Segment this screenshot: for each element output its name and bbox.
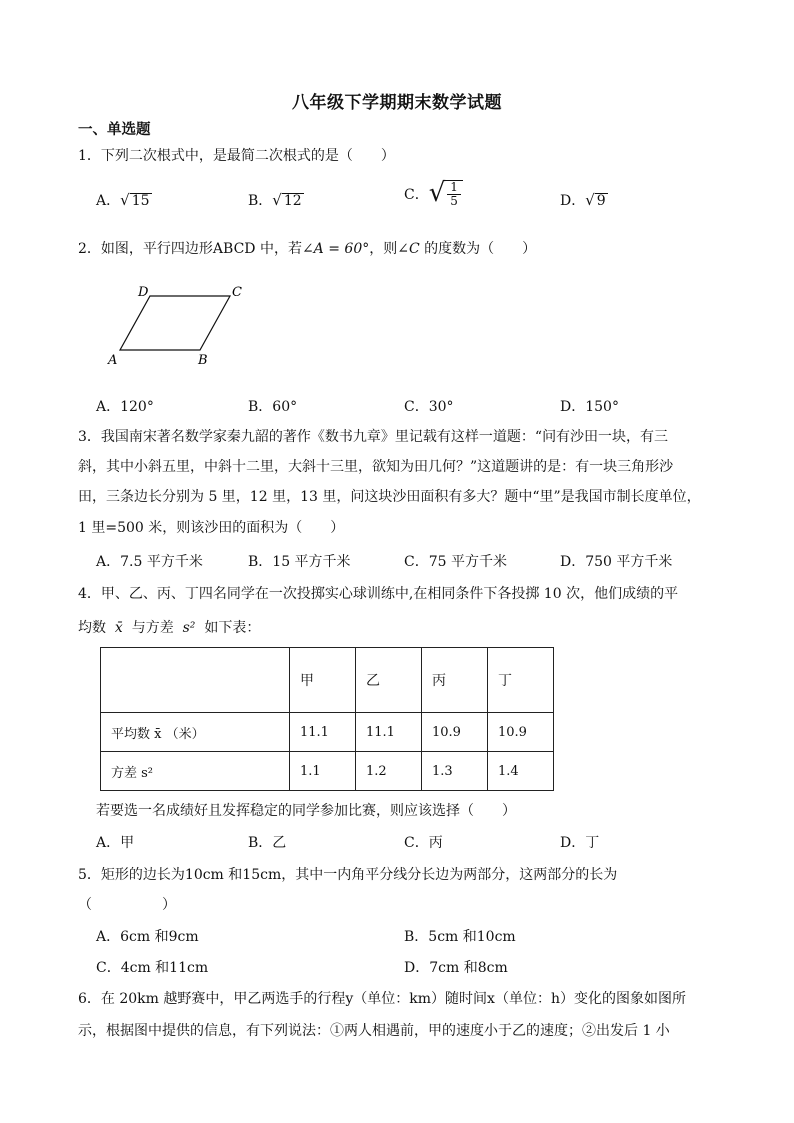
q4-option-d: D．丁 [560, 835, 600, 851]
section-heading: 一、单选题 [78, 121, 151, 138]
table-cell: 1.4 [488, 752, 554, 791]
q3-option-d: D．750 平方千米 [560, 554, 673, 570]
q2-stem: 2．如图，平行四边形ABCD 中，若∠A = 60°，则∠C 的度数为（ ） [78, 241, 537, 257]
q3-option-c: C．75 平方千米 [404, 554, 507, 570]
q3-line-2: 斜，其中小斜五里，中斜十二里，大斜十三里，欲知为田几何？”这道题讲的是：有一块三角形沙 [78, 459, 674, 475]
q3-line-4: 1 里=500 米，则该沙田的面积为（ ） [78, 520, 345, 536]
q6-line-2: 示，根据图中提供的信息，有下列说法：①两人相遇前，甲的速度小于乙的速度；②出发后 1 小 [78, 1023, 670, 1039]
table-cell: 10.9 [488, 713, 554, 752]
table-header-row [101, 648, 554, 713]
table-cell: 方差 s² [101, 752, 290, 791]
table-cell: 10.9 [422, 713, 488, 752]
table-cell: 1.3 [422, 752, 488, 791]
mean-symbol: x̄ [114, 620, 123, 636]
table-header-cell: 丙 [422, 648, 488, 713]
vertex-d-label: D [138, 285, 149, 300]
table-header-cell: 乙 [356, 648, 422, 713]
q1-option-b: B． √ 12 [248, 191, 302, 209]
q5-line-2: （ ） [78, 897, 176, 913]
table-header-cell [101, 648, 290, 713]
q3-line-3: 田，三条边长分别为 5 里，12 里，13 里，问这块沙田面积有多大？题中“里”是我国市制长度单位， [78, 489, 701, 505]
q3-line-1: 3．我国南宋著名数学家秦九韶的著作《数书九章》里记载有这样一道题：“问有沙田一块，有三 [78, 429, 669, 445]
q2-option-c: C．30° [404, 399, 454, 415]
q2-option-a: A．120° [96, 399, 154, 415]
q1-option-a: A． √ 15 [96, 191, 150, 209]
q6-line-1: 6．在 20km 越野赛中，甲乙两选手的行程y（单位：km）随时间x（单位：h）变化的图象如图所 [78, 991, 686, 1007]
table-row [101, 713, 554, 752]
q4-option-c: C．丙 [404, 835, 443, 851]
table-cell: 11.1 [356, 713, 422, 752]
table-cell: 平均数 x̄ （米） [101, 713, 290, 752]
q3-option-a: A．7.5 平方千米 [96, 554, 203, 570]
q4-option-a: A．甲 [96, 835, 135, 851]
q3-option-b: B．15 平方千米 [248, 554, 351, 570]
q5-option-d: D．7cm 和8cm [404, 960, 508, 976]
vertex-b-label: B [198, 353, 208, 368]
q5-line-1: 5．矩形的边长为10cm 和15cm，其中一内角平分线分长边为两部分，这两部分的长为 [78, 867, 618, 883]
q4-question: 若要选一名成绩好且发挥稳定的同学参加比赛，则应该选择（ ） [96, 803, 516, 819]
q2-option-b: B．60° [248, 399, 298, 415]
q4-line-1: 4．甲、乙、丙、丁四名同学在一次投掷实心球训练中,在相同条件下各投掷 10 次，他们成绩的平 [78, 586, 679, 602]
table-cell: 1.2 [356, 752, 422, 791]
q5-option-a: A．6cm 和9cm [96, 929, 199, 945]
table-cell: 1.1 [290, 752, 356, 791]
table-cell: 11.1 [290, 713, 356, 752]
table-row [101, 752, 554, 791]
table-header-cell: 甲 [290, 648, 356, 713]
q1-stem: 1．下列二次根式中，是最简二次根式的是（ ） [78, 148, 395, 164]
q2-option-d: D．150° [560, 399, 619, 415]
vertex-c-label: C [232, 285, 242, 300]
page-title: 八年级下学期期末数学试题 [292, 93, 502, 113]
q4-line-2: 均数 x̄ 与方差 s² 如下表： [78, 620, 261, 636]
q5-option-c: C．4cm 和11cm [96, 960, 209, 976]
q4-option-b: B．乙 [248, 835, 287, 851]
table-header-cell: 丁 [488, 648, 554, 713]
q1-option-d: D． √ 9 [560, 191, 606, 209]
parallelogram-shape [120, 296, 230, 350]
score-table [100, 647, 554, 791]
q1-option-c: C． √ $\frac{1}{5}$ [404, 180, 463, 208]
q5-option-b: B．5cm 和10cm [404, 929, 516, 945]
variance-symbol: s² [182, 620, 196, 636]
vertex-a-label: A [108, 353, 118, 368]
parallelogram-figure [100, 280, 260, 370]
